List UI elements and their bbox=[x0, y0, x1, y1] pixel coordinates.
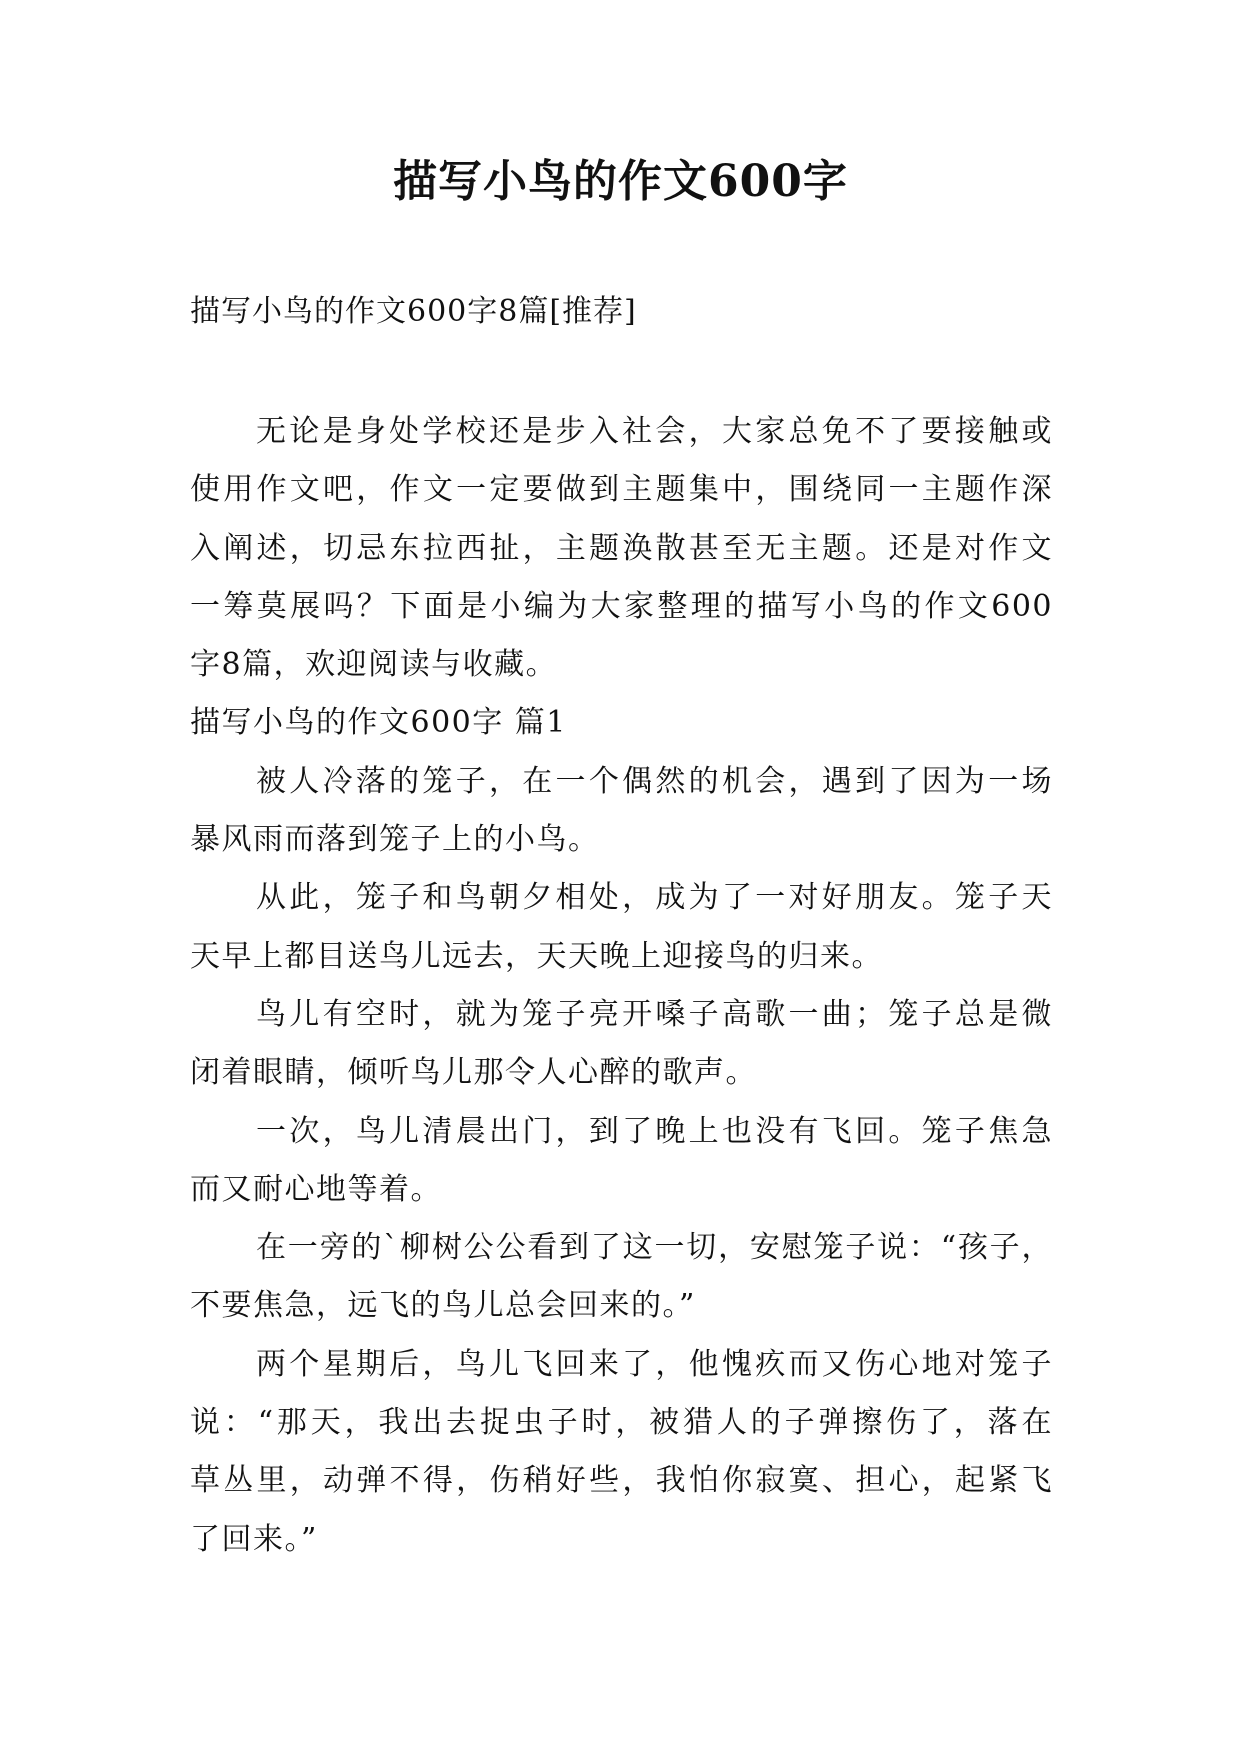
paragraph-line: 而又耐心地等着。 bbox=[190, 1171, 442, 1207]
paragraph-line: 说：“那天，我出去捉虫子时，被猎人的子弹擦伤了，落在 bbox=[190, 1405, 1053, 1441]
paragraph-line: 不要焦急，远飞的鸟儿总会回来的。” bbox=[190, 1288, 696, 1324]
paragraph-line: 闭着眼睛，倾听鸟儿那令人心醉的歌声。 bbox=[190, 1055, 757, 1091]
document-subtitle: 描写小鸟的作文600字8篇[推荐] bbox=[190, 294, 637, 329]
paragraph-line: 在一旁的`柳树公公看到了这一切，安慰笼子说：“孩子， bbox=[256, 1230, 1053, 1266]
paragraph-line: 字8篇，欢迎阅读与收藏。 bbox=[190, 647, 558, 683]
section-heading: 描写小鸟的作文600字 篇1 bbox=[190, 705, 567, 741]
paragraph-line: 从此，笼子和鸟朝夕相处，成为了一对好朋友。笼子天 bbox=[256, 880, 1053, 916]
paragraph-line: 了回来。” bbox=[190, 1521, 318, 1557]
paragraph-line: 鸟儿有空时，就为笼子亮开嗓子高歌一曲；笼子总是微 bbox=[256, 996, 1053, 1032]
document-body bbox=[190, 403, 1053, 1569]
paragraph-line: 无论是身处学校还是步入社会，大家总免不了要接触或 bbox=[256, 414, 1053, 449]
paragraph-line: 暴风雨而落到笼子上的小鸟。 bbox=[190, 822, 600, 858]
paragraph-line: 两个星期后，鸟儿飞回来了，他愧疚而又伤心地对笼子 bbox=[256, 1346, 1053, 1382]
paragraph-line: 入阐述，切忌东拉西扯，主题涣散甚至无主题。还是对作文 bbox=[190, 530, 1053, 566]
document-title: 描写小鸟的作文600字 bbox=[393, 156, 848, 207]
paragraph-line: 一次，鸟儿清晨出门，到了晚上也没有飞回。笼子焦急 bbox=[256, 1113, 1053, 1149]
paragraph-line: 天早上都目送鸟儿远去，天天晚上迎接鸟的归来。 bbox=[190, 938, 883, 974]
paragraph-line: 草丛里，动弹不得，伤稍好些，我怕你寂寞、担心，起紧飞 bbox=[190, 1463, 1053, 1499]
paragraph-line: 被人冷落的笼子，在一个偶然的机会，遇到了因为一场 bbox=[256, 763, 1053, 799]
paragraph-line: 一筹莫展吗？下面是小编为大家整理的描写小鸟的作文600 bbox=[190, 588, 1053, 624]
paragraph-line: 使用作文吧，作文一定要做到主题集中，围绕同一主题作深 bbox=[190, 472, 1053, 508]
